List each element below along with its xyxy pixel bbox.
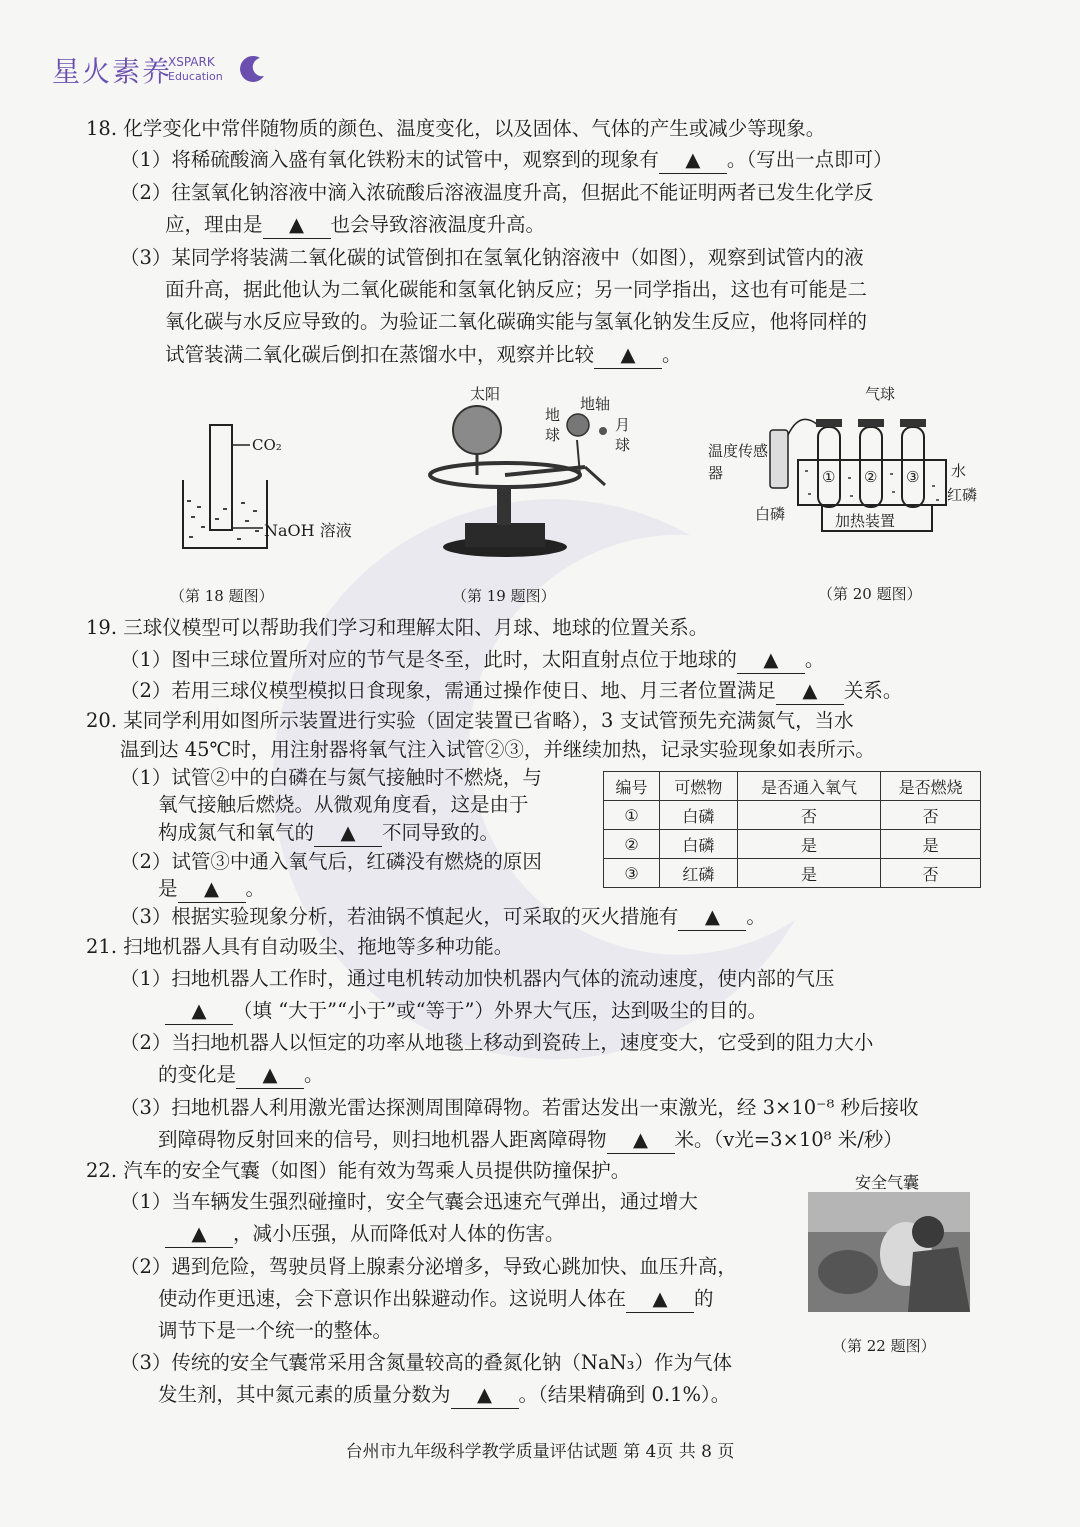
q18-stem: 18. 化学变化中常伴随物质的颜色、温度变化，以及固体、气体的产生或减少等现象。 <box>86 117 826 140</box>
fig20-redp-label: 红磷 <box>947 486 978 504</box>
fig22-airbag-label: 安全气囊 <box>855 1173 920 1192</box>
table-row <box>604 801 981 830</box>
answer-blank: ▲ <box>659 147 727 174</box>
answer-blank: ▲ <box>165 1221 233 1248</box>
q20-stem-line2: 温到达 45℃时，用注射器将氧气注入试管②③，并继续加热，记录实验现象如表所示。 <box>120 738 875 761</box>
fig18-co2-label: CO₂ <box>252 436 282 454</box>
table-cell: ① <box>604 801 660 830</box>
answer-blank: ▲ <box>314 820 382 847</box>
q18-part1: （1）将稀硫酸滴入盛有氧化铁粉末的试管中，观察到的现象有 ▲ 。（写出一点即可） <box>120 147 893 174</box>
q22-stem: 22. 汽车的安全气囊（如图）能有效为驾乘人员提供防撞保护。 <box>86 1159 631 1182</box>
q22-part3-line1: （3）传统的安全气囊常采用含氮量较高的叠氮化钠（NaN₃）作为气体 <box>120 1351 732 1374</box>
answer-blank: ▲ <box>236 1062 304 1089</box>
answer-blank: ▲ <box>594 342 662 369</box>
table-cell: 白磷 <box>660 801 738 830</box>
q20-part2-line2: 是 ▲ 。 <box>158 876 265 903</box>
q22-part2-line3: 调节下是一个统一的整体。 <box>158 1319 393 1342</box>
fig22-airbag-photo <box>808 1192 970 1312</box>
q22-part2-line1: （2）遇到危险，驾驶员肾上腺素分泌增多，导致心跳加快、血压升高， <box>120 1255 737 1278</box>
experiment-table <box>603 771 981 888</box>
answer-blank: ▲ <box>165 998 233 1025</box>
q18-part2-line2: 应，理由是 ▲ 也会导致溶液温度升高。 <box>165 212 545 239</box>
table-cell: 白磷 <box>660 830 738 859</box>
answer-blank: ▲ <box>678 904 746 931</box>
q20-part1-line1: （1）试管②中的白磷在与氮气接触时不燃烧，与 <box>120 766 542 789</box>
q21-stem: 21. 扫地机器人具有自动吸尘、拖地等多种功能。 <box>86 935 514 958</box>
q19-part2: （2）若用三球仪模型模拟日食现象，需通过操作使日、地、月三者位置满足 ▲ 关系。 <box>120 678 902 705</box>
q21-part2-line1: （2）当扫地机器人以恒定的功率从地毯上移动到瓷砖上，速度变大，它受到的阻力大小 <box>120 1031 874 1054</box>
answer-blank: ▲ <box>607 1127 675 1154</box>
q18-part2-line1: （2）往氢氧化钠溶液中滴入浓硫酸后溶液温度升高，但据此不能证明两者已发生化学反 <box>120 181 874 204</box>
fig20-tube-2: ② <box>864 468 878 486</box>
table-cell: 是 <box>737 830 880 859</box>
table-cell: 红磷 <box>660 859 738 888</box>
table-row <box>604 830 981 859</box>
q22-part1-line1: （1）当车辆发生强烈碰撞时，安全气囊会迅速充气弹出，通过增大 <box>120 1190 698 1213</box>
q20-part1-line3: 构成氮气和氧气的 ▲ 不同导致的。 <box>158 820 499 847</box>
q19-part1: （1）图中三球位置所对应的节气是冬至，此时，太阳直射点位于地球的 ▲ 。 <box>120 647 824 674</box>
fig20-heater-label: 加热装置 <box>835 512 896 530</box>
table-cell: ③ <box>604 859 660 888</box>
table-cell: 否 <box>881 859 981 888</box>
table-header: 可燃物 <box>660 772 738 801</box>
q21-part2-line2: 的变化是 ▲ 。 <box>158 1062 324 1089</box>
q21-part3-line2: 到障碍物反射回来的信号，则扫地机器人距离障碍物 ▲ 米。（v光=3×10⁸ 米/秒） <box>158 1127 903 1154</box>
answer-blank: ▲ <box>178 876 246 903</box>
q18-part3-line1: （3）某同学将装满二氧化碳的试管倒扣在氢氧化钠溶液中（如图），观察到试管内的液 <box>120 246 864 269</box>
q18-part3-line4: 试管装满二氧化碳后倒扣在蒸馏水中，观察并比较 ▲ 。 <box>165 342 682 369</box>
fig18-naoh-label: NaOH 溶液 <box>264 521 352 540</box>
fig20-tube-3: ③ <box>906 468 920 486</box>
logo-en-sub: Education <box>168 70 223 83</box>
fig20-whitep-label: 白磷 <box>755 505 786 523</box>
q18-part3-line3: 氧化碳与水反应导致的。为验证二氧化碳确实能与氢氧化钠发生反应，他将同样的 <box>165 310 868 333</box>
answer-blank: ▲ <box>451 1382 519 1409</box>
table-header-row <box>604 772 981 801</box>
q20-part1-line2: 氧气接触后燃烧。从微观角度看，这是由于 <box>158 793 529 816</box>
logo-text: 星火素养 <box>52 55 173 88</box>
answer-blank: ▲ <box>263 212 331 239</box>
q22-part3-line2: 发生剂，其中氮元素的质量分数为 ▲ 。（结果精确到 0.1%）。 <box>158 1382 730 1409</box>
fig18-caption: （第 18 题图） <box>170 587 274 605</box>
table-header: 编号 <box>604 772 660 801</box>
q20-stem-line1: 20. 某同学利用如图所示装置进行实验（固定装置已省略），3 支试管预先充满氮气，当水 <box>86 709 854 732</box>
q21-part1-line1: （1）扫地机器人工作时，通过电机转动加快机器内气体的流动速度，使内部的气压 <box>120 967 835 990</box>
fig20-balloon-label: 气球 <box>865 385 896 403</box>
answer-blank: ▲ <box>776 678 844 705</box>
q18-part3-line2: 面升高，据此他认为二氧化碳能和氢氧化钠反应；另一同学指出，这也有可能是二 <box>165 278 868 301</box>
table-cell: 否 <box>737 801 880 830</box>
q21-part3-line1: （3）扫地机器人利用激光雷达探测周围障碍物。若雷达发出一束激光，经 3×10⁻⁸ 秒后接收 <box>120 1096 919 1119</box>
fig22-caption: （第 22 题图） <box>832 1337 936 1355</box>
fig20-caption: （第 20 题图） <box>818 585 922 603</box>
answer-blank: ▲ <box>737 647 805 674</box>
logo-en: XSPARK <box>168 55 215 69</box>
answer-blank: ▲ <box>626 1286 694 1313</box>
table-cell: ② <box>604 830 660 859</box>
table-cell: 是 <box>881 830 981 859</box>
fig19-sun-label: 太阳 <box>470 385 501 403</box>
table-header: 是否燃烧 <box>881 772 981 801</box>
fig20-tube-1: ① <box>822 468 836 486</box>
fig19-axis-label: 地轴 <box>580 395 611 413</box>
fig19-moon-label: 月球 <box>615 416 631 454</box>
fig20-sensor-label: 温度传感器 <box>708 442 769 482</box>
page-footer: 台州市九年级科学教学质量评估试题 第 4页 共 8 页 <box>345 1442 735 1462</box>
q20-part3: （3）根据实验现象分析，若油锅不慎起火，可采取的灭火措施有 ▲ 。 <box>120 904 766 931</box>
q21-part1-line2: ▲ （填 “大于”“小于”或“等于”）外界大气压，达到吸尘的目的。 <box>165 998 767 1025</box>
q22-part2-line2: 使动作更迅速，会下意识作出躲避动作。这说明人体在 ▲ 的 <box>158 1286 714 1313</box>
fig19-earth-label: 地球 <box>545 406 561 444</box>
table-row <box>604 859 981 888</box>
table-header: 是否通入氧气 <box>737 772 880 801</box>
fig19-caption: （第 19 题图） <box>452 587 556 605</box>
fig19-orrery <box>405 395 625 560</box>
q22-part1-line2: ▲ ，减小压强，从而降低对人体的伤害。 <box>165 1221 565 1248</box>
q20-part2-line1: （2）试管③中通入氧气后，红磷没有燃烧的原因 <box>120 850 542 873</box>
q19-stem: 19. 三球仪模型可以帮助我们学习和理解太阳、月球、地球的位置关系。 <box>86 616 709 639</box>
fig20-water-label: 水 <box>951 462 967 480</box>
table-cell: 否 <box>881 801 981 830</box>
table-cell: 是 <box>737 859 880 888</box>
logo-icon <box>234 52 268 86</box>
